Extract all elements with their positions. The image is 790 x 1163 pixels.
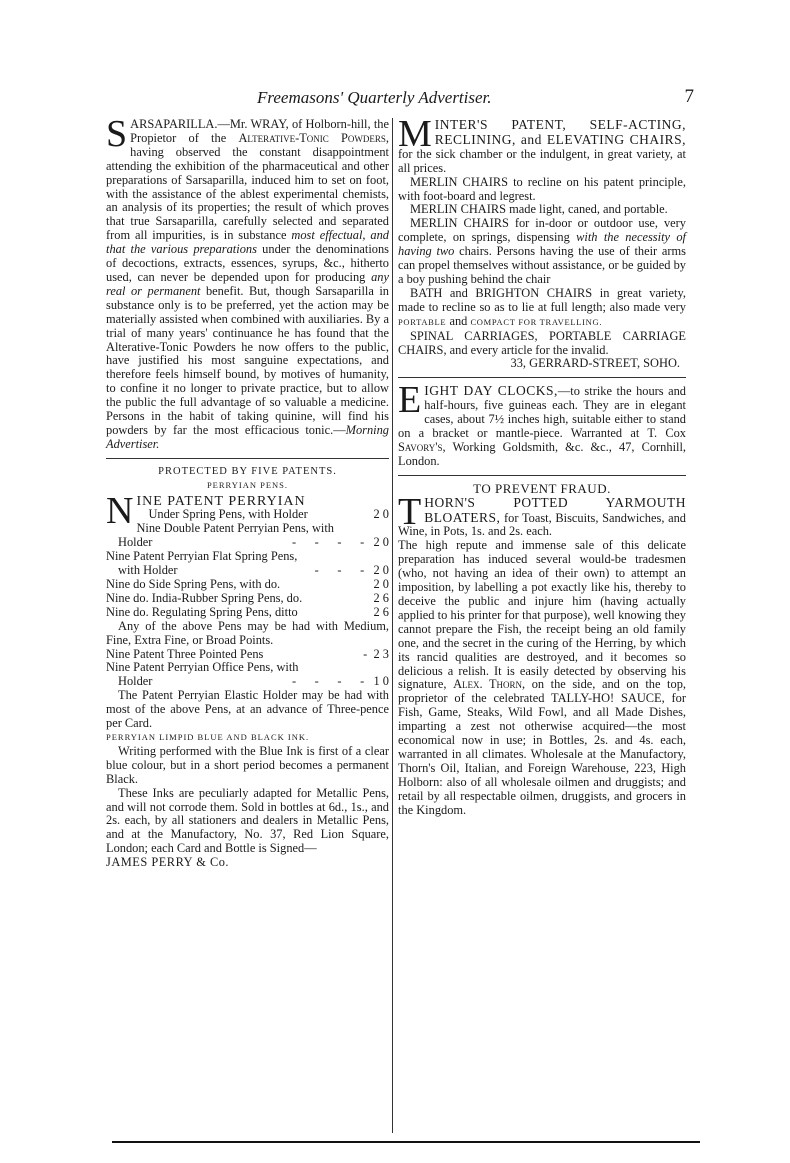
price-row: Nine Patent Three Pointed Pens - 2 3	[106, 646, 389, 661]
advert-divider	[398, 377, 686, 378]
advert-name: Savory's	[398, 439, 443, 454]
advert-text: MERLIN CHAIRS made light, caned, and portable.	[410, 202, 668, 217]
advert-title: HORN'S POTTED YARMOUTH BLOATERS,	[424, 494, 686, 525]
page-header	[112, 88, 694, 114]
dropcap: T	[398, 490, 422, 533]
thorn-bloaters-advert	[398, 482, 686, 818]
advert-title: INE PATENT PERRYIAN	[136, 493, 306, 509]
dropcap: S	[106, 113, 128, 155]
advert-address: 33, GERRARD-STREET, SOHO.	[510, 356, 680, 371]
price-row: Nine do. Regulating Spring Pens, ditto 2 6	[106, 604, 389, 619]
advert-text: These Inks are peculiarly adapted for Metallic Pens, and will not corrode them. Sold in bottles at 6d., 1s., and 2s. each, by all stationers and dealers in Metallic Pens, and at the Manufactory, No. 37, Red Lion Square, London; each Card and Bottle is Signed—	[106, 785, 389, 856]
price-row: Holder - - - - 1 0	[118, 674, 389, 689]
advert-heading: TO PREVENT FRAUD.	[473, 480, 611, 496]
page-number: 7	[684, 86, 694, 107]
price-row: Nine Double Patent Perryian Pens, with	[136, 521, 334, 536]
advert-text: BATH and BRIGHTON CHAIRS in great variety, made to recline so as to lie at full length; also made very	[398, 285, 686, 314]
advert-title: INTER'S PATENT, SELF-ACTING, RECLINING, and ELEVATING CHAIRS,	[434, 117, 686, 147]
clocks-advert	[398, 379, 686, 468]
advert-emphasis: any real or permanent	[106, 269, 389, 298]
advert-body: , having observed the constant disappointment attending the exhibition of the pharmaceutical and other preparations of Sarsaparilla, induced him to set on foot, with the assistance of the ablest experimental chemists, an analysis of its properties; the result of which proves that true Sarsaparilla, carefully selected and separated from all impurities, is in substance	[106, 130, 390, 243]
advert-text: —to strike the hours and half-hours, five guineas each. They are in elegant cases, about 7½ inches high, suitable either to stand on a bracket or mantle-piece. Warranted at T. Cox	[398, 384, 686, 441]
dropcap: N	[106, 489, 134, 532]
right-column	[398, 113, 686, 818]
advert-text: The high repute and immense sale of this delicate preparation has induced several would-be tradesmen (who, not having an idea of their own) to attempt an imposition, by labelling a pot exactly like his, thereby to deceive the public and injure him (having actually applied to his printer for that purpose), well knowing they cannot prepare the Fish, the receipt being an old family one, and the secret in the curing of the Herring, by which its rancid qualities are destroyed, and it becomes so delicious a relish. It is easily detected by observing his signature,	[398, 538, 686, 692]
product-name: Alterative-Tonic Powders	[238, 130, 386, 145]
advert-text: Writing performed with the Blue Ink is first of a clear blue colour, but in a short period becomes a permanent Black.	[106, 743, 389, 786]
ink-heading: PERRYIAN LIMPID BLUE AND BLACK INK.	[106, 731, 310, 742]
advert-emphasis: most effectual, and that the various preparations	[106, 228, 389, 257]
advert-divider	[398, 475, 686, 476]
price-row: Nine Patent Perryian Office Pens, with	[106, 660, 299, 675]
price-row: Nine do. India-Rubber Spring Pens, do. 2 6	[106, 590, 389, 605]
price-row: with Holder - - - 2 0	[118, 563, 389, 578]
price-row: Nine do Side Spring Pens, with do. 2 0	[106, 577, 389, 591]
advert-text: The Patent Perryian Elastic Holder may be had with most of the above Pens, at an advance of Three-pence per Card.	[106, 688, 389, 731]
advert-divider	[106, 458, 389, 459]
running-title: Freemasons' Quarterly Advertiser.	[257, 88, 492, 107]
advert-text: , Working Goldsmith, &c. &c., 47, Cornhill, London.	[398, 439, 686, 468]
bottom-rule	[112, 1141, 700, 1143]
advert-signature: JAMES PERRY & Co.	[106, 855, 230, 870]
left-column	[106, 113, 390, 870]
advert-title: IGHT DAY CLOCKS,	[424, 383, 558, 399]
dropcap: E	[398, 379, 422, 422]
advert-smallcaps: PORTABLE	[398, 316, 447, 327]
minter-chairs-advert: MINTER'S PATENT, SELF-ACTING, RECLINING, and ELEVATING CHAIRS, for the sick chamber or the indulgent, in great variety, at all prices. MERLIN CHAIRS to recline on his patent principle, with foot-board and legrest. MERLIN CHAIRS made light, caned, and portable. MERLIN CHAIRS for in-door or outdoor use, very complete, on springs, dispensing with the necessity of having two chairs. Persons having the use of their arms can propel themselves without assistance, or be guided by a boy pushing behind the chair BATH and BRIGHTON CHAIRS in great variety, made to recline so as to lie at full length; also made very PORTABLE and COMPACT FOR TRAVELLING. SPINAL CARRIAGES, PORTABLE CARRIAGE CHAIRS, and every article for the invalid. 33, GERRARD-STREET, SOHO.	[398, 113, 686, 371]
price-row: Nine Patent Perryian Flat Spring Pens,	[106, 549, 298, 564]
advert-smallcaps: COMPACT FOR TRAVELLING.	[470, 316, 603, 327]
advert-text: for the sick chamber or the indulgent, in great variety, at all prices.	[398, 146, 686, 175]
price-row: Under Spring Pens, with Holder 2 0	[148, 507, 389, 522]
column-divider	[392, 118, 393, 1133]
advert-body: benefit. But, though Sarsaparilla in substance only is to be preferred, yet the action may be materially assisted when combined with auxiliaries. By a trial of many years' continuance he has found that the Alterative-Tonic Powders he now offers to the public, have justified his most sanguine expectations, and therefore feels himself bound, by motives of humanity, to confine it no longer to private practice, but to allow the public the full advantage of so valuable a medicine. Persons in the habit of taking quinine, will find his powders by far the most efficacious tonic.—	[106, 283, 389, 437]
advert-lead: ARSAPARILLA.—Mr. WRAY, of Holborn-hill, the Propietor of the	[130, 117, 389, 145]
advert-text: MERLIN CHAIRS to recline on his patent principle, with foot-board and legrest.	[398, 174, 686, 203]
advert-source: Morning Advertiser.	[106, 422, 389, 451]
advert-text: MERLIN CHAIRS for in-door or outdoor use, very complete, on springs, dispensing	[398, 216, 686, 245]
advert-signature: Alex. Thorn	[453, 677, 523, 692]
advert-text: for Toast, Biscuits, Sandwiches, and Wine, in Pots, 1s. and 2s. each.	[398, 510, 686, 539]
advert-text: , on the side, and on the top, proprietor of the celebrated TALLY-HO! SAUCE, for Fish, Game, Steaks, Wild Fowl, and all Made Dishes, imparting a zest not otherwise acquired—the most economical now in use; in Bottles, 2s. and 4s. each, warranted in all climates. Wholesale at the Manufactory, Thorn's Oil, Italian, and Foreign Warehouse, 223, High Holborn: also of all wholesale oilmen and druggists; and retail by all respectable oilmen, druggists, and grocers in the Kingdom.	[398, 677, 686, 817]
advert-emphasis: with the necessity of having two	[398, 230, 686, 259]
price-row: Holder - - - - 2 0	[118, 535, 389, 550]
advert-text: chairs. Persons having the use of their arms can propel themselves without assistance, or be guided by a boy pushing behind the chair	[398, 244, 686, 286]
perry-pens-advert	[106, 465, 389, 870]
advert-text: Any of the above Pens may be had with Medium, Fine, Extra Fine, or Broad Points.	[106, 618, 389, 647]
dropcap: M	[398, 113, 432, 155]
advert-subheading: PERRYIAN PENS.	[206, 479, 289, 490]
sarsaparilla-advert	[106, 113, 390, 452]
advert-heading: PROTECTED BY FIVE PATENTS.	[158, 465, 337, 477]
advert-body: under the denominations of decoctions, extracts, essences, syrups, &c., hitherto used, can never be depended upon for producing	[106, 242, 389, 284]
advert-text: SPINAL CARRIAGES, PORTABLE CARRIAGE CHAIRS, and every article for the invalid.	[398, 328, 686, 357]
